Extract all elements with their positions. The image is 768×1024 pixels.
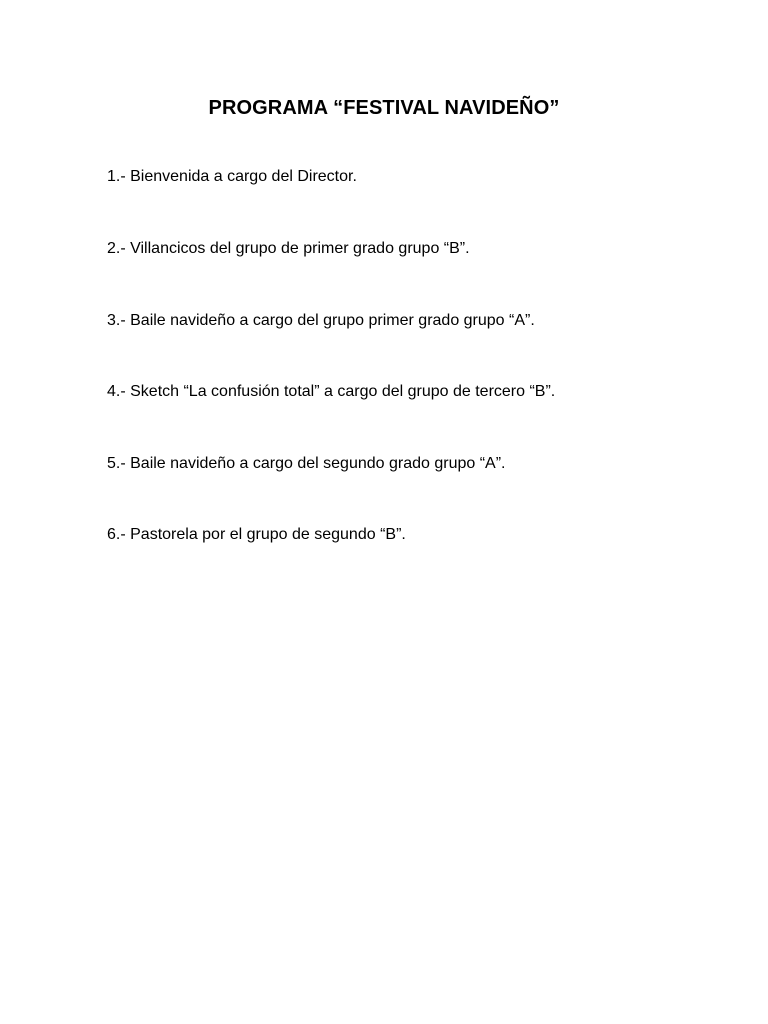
program-item: 1.- Bienvenida a cargo del Director. xyxy=(107,168,357,185)
program-item: 2.- Villancicos del grupo de primer grado grupo “B”. xyxy=(107,240,470,257)
program-item: 4.- Sketch “La confusión total” a cargo del grupo de tercero “B”. xyxy=(107,383,556,400)
program-item: 3.- Baile navideño a cargo del grupo primer grado grupo “A”. xyxy=(107,312,535,329)
page-title: PROGRAMA “FESTIVAL NAVIDEÑO” xyxy=(208,97,560,119)
program-item: 5.- Baile navideño a cargo del segundo grado grupo “A”. xyxy=(107,455,506,472)
program-item: 6.- Pastorela por el grupo de segundo “B”. xyxy=(107,526,406,543)
